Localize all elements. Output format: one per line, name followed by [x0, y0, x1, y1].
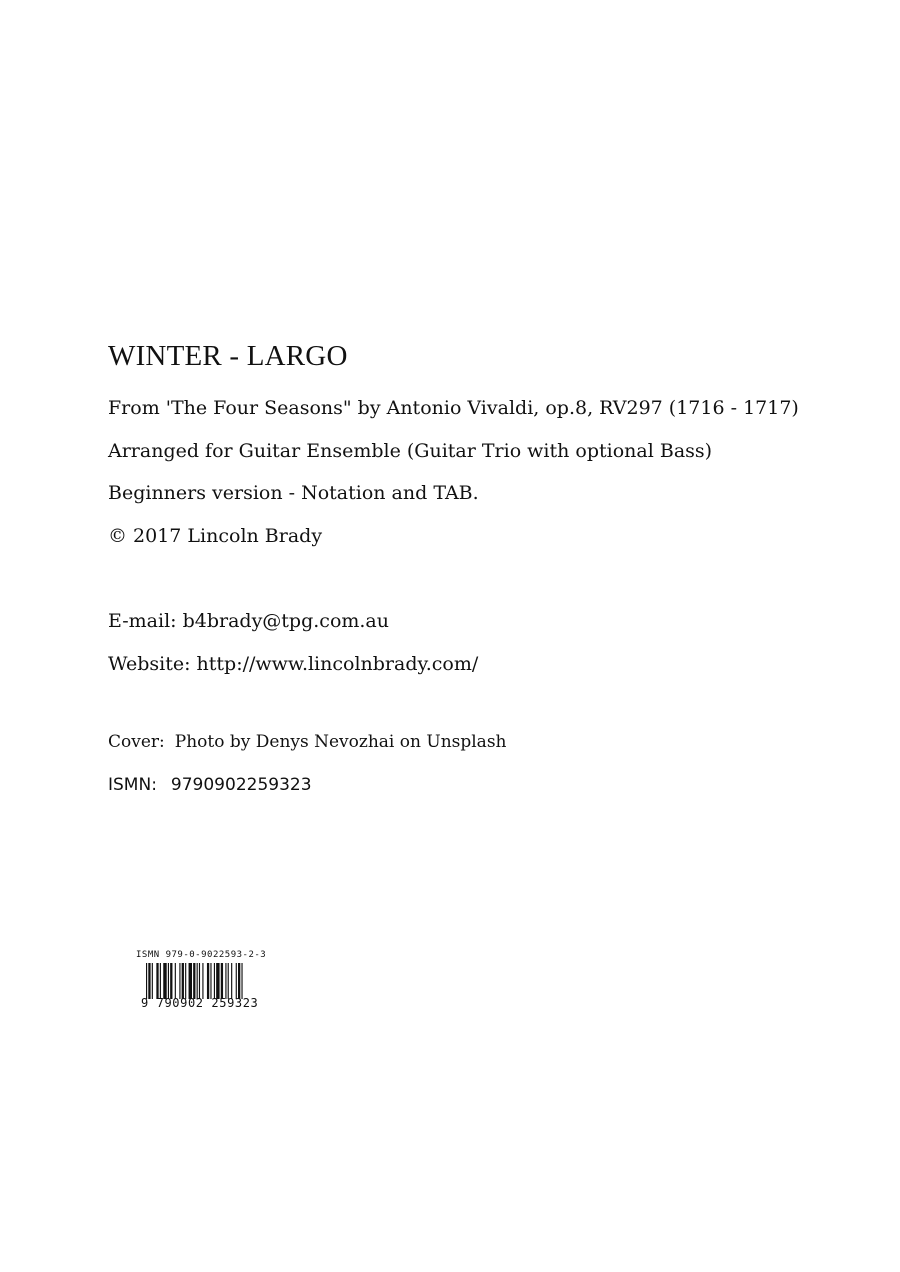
barcode-bar	[185, 963, 186, 999]
barcode-bar	[207, 963, 209, 999]
barcode-bar	[241, 963, 242, 999]
barcode-bar	[238, 963, 240, 999]
barcode-bar	[179, 963, 180, 999]
barcode-bar	[189, 963, 192, 999]
cover-label: Cover:	[108, 732, 165, 752]
barcode-bar	[236, 963, 237, 999]
arrangement-line: Arranged for Guitar Ensemble (Guitar Trio with optional Bass)	[108, 440, 713, 462]
source-line: From 'The Four Seasons" by Antonio Vivaldi, op.8, RV297 (1716 - 1717)	[108, 397, 799, 419]
barcode-bar	[214, 963, 215, 999]
barcode-bar	[175, 963, 176, 999]
barcode-digits: 9 790902 259323	[141, 996, 259, 1010]
barcode-bar	[231, 963, 232, 999]
barcode-bar	[199, 963, 200, 999]
barcode-bar	[168, 963, 169, 999]
ismn-line	[108, 774, 312, 796]
barcode-bar	[163, 963, 166, 999]
version-line: Beginners version - Notation and TAB.	[108, 482, 479, 504]
barcode-bar	[182, 963, 184, 999]
barcode-bar	[216, 963, 219, 999]
barcode-bar	[221, 963, 223, 999]
cover-text: Photo by Denys Nevozhai on Unsplash	[174, 732, 507, 752]
website-line: Website: http://www.lincolnbrady.com/	[108, 653, 479, 675]
cover-credit	[108, 731, 507, 753]
barcode-bar	[160, 963, 161, 999]
copyright-line: © 2017 Lincoln Brady	[108, 525, 323, 547]
barcode-bar	[152, 963, 153, 999]
barcode-bar	[170, 963, 172, 999]
barcode-bar	[193, 963, 195, 999]
page-title: WINTER - LARGO	[108, 340, 348, 372]
barcode-bar	[210, 963, 211, 999]
ismn-value: 9790902259323	[170, 775, 312, 795]
barcode-top-text: ISMN 979-0-9022593-2-3	[136, 950, 267, 960]
ismn-label: ISMN:	[108, 775, 157, 795]
barcode-bar	[197, 963, 198, 999]
barcode-bar	[202, 963, 203, 999]
barcode-bar	[225, 963, 226, 999]
barcode-bar	[146, 963, 147, 999]
barcode-bar	[228, 963, 229, 999]
barcode-bar	[156, 963, 158, 999]
email-line: E-mail: b4brady@tpg.com.au	[108, 610, 390, 632]
barcode-bar	[148, 963, 150, 999]
barcode	[134, 950, 284, 1014]
